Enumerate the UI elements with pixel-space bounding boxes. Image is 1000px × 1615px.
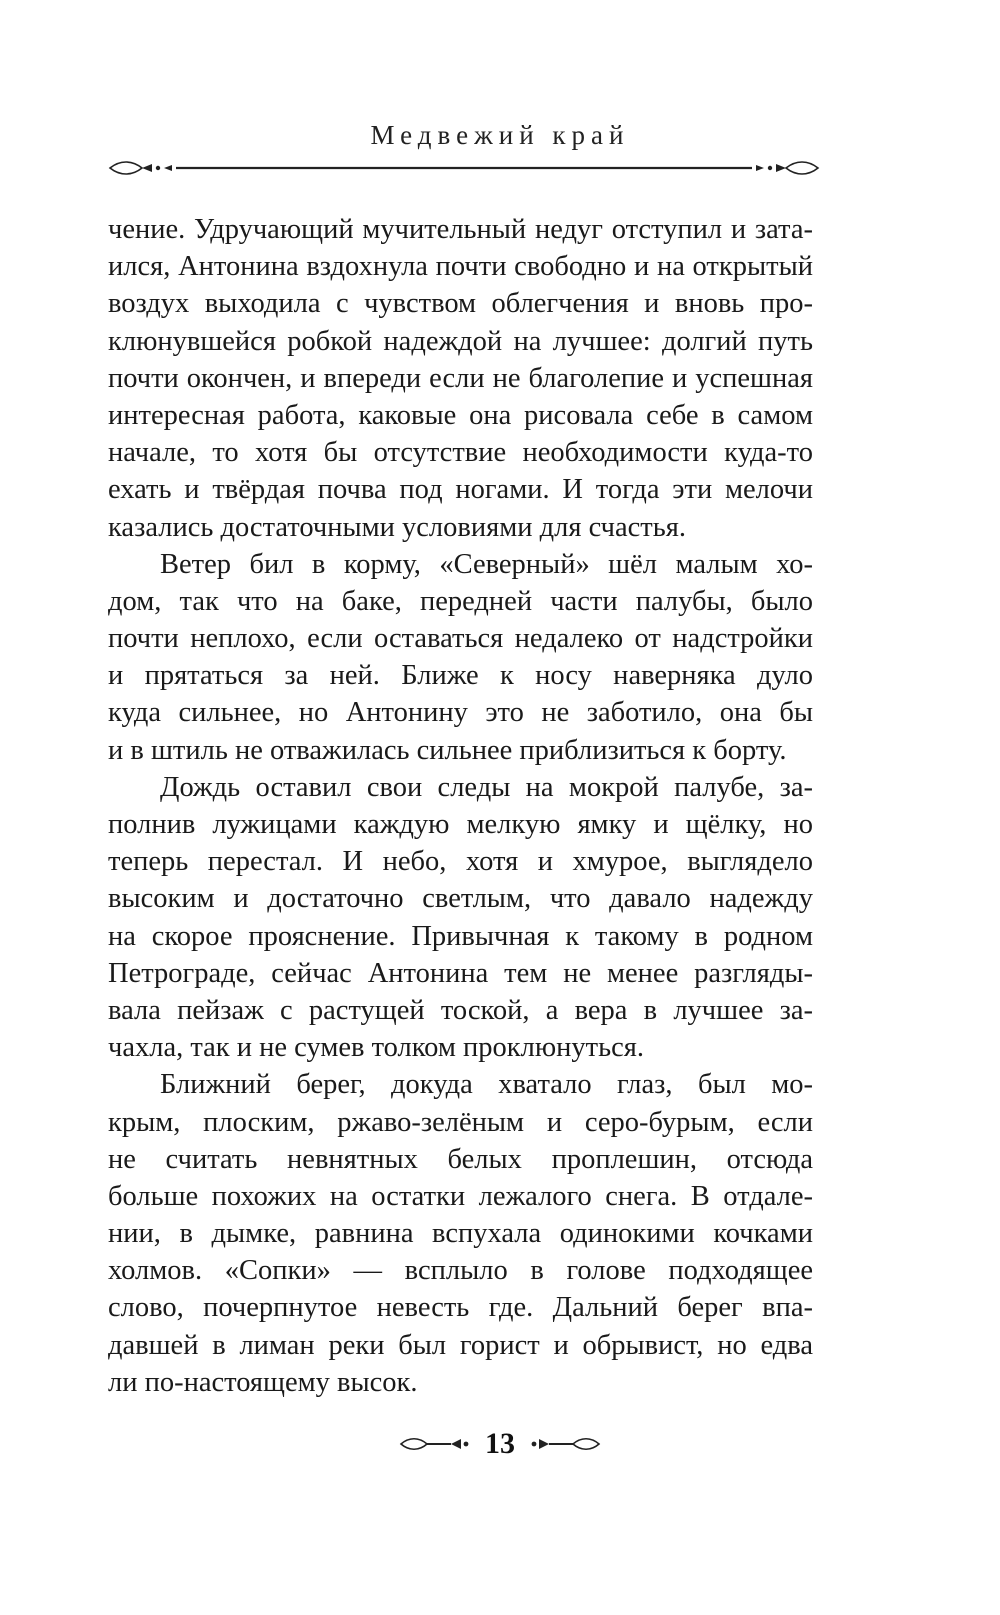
- text-line: крым, плоским, ржаво-зелёным и серо-бурым, если: [108, 1106, 813, 1138]
- text-line: холмов. «Сопки» — всплыло в голове подходящее: [108, 1255, 813, 1287]
- text-line: и прятаться за ней. Ближе к носу наверняка дуло: [108, 660, 813, 692]
- body-text: [108, 211, 813, 1401]
- left-flourish-icon: [399, 1435, 471, 1453]
- page-number: 13: [485, 1427, 515, 1460]
- text-line: не считать невнятных белых проплешин, отсюда: [108, 1143, 813, 1175]
- text-line: клюнувшейся робкой надеждой на лучшее: долгий путь: [108, 325, 813, 357]
- running-head: Медвежий край: [370, 120, 630, 150]
- text-line: больше похожих на остатки лежалого снега. В отдале-: [108, 1180, 813, 1212]
- text-line: начале, то хотя бы отсутствие необходимости куда-то: [108, 437, 813, 469]
- text-line: дом, так что на баке, передней части палубы, было: [108, 585, 813, 617]
- text-line: полнив лужицами каждую мелкую ямку и щёлку, но: [108, 809, 813, 840]
- text-line: теперь перестал. И небо, хотя и хмурое, выглядело: [108, 846, 813, 878]
- text-line: высоким и достаточно светлым, что давало надежду: [108, 883, 813, 915]
- text-line: нии, в дымке, равнина вспухала одинокими кочками: [108, 1218, 813, 1250]
- text-line: Петрограде, сейчас Антонина тем не менее разгляды-: [108, 957, 813, 989]
- text-line: Ветер бил в корму, «Северный» шёл малым хо-: [160, 548, 813, 580]
- text-line: ился, Антонина вздохнула почти свободно и на открытый: [108, 251, 813, 283]
- text-line: вала пейзаж с растущей тоской, а вера в лучшее за-: [108, 994, 813, 1026]
- text-line: воздух выходила с чувством облегчения и вновь про-: [108, 288, 813, 320]
- text-line: Ближний берег, докуда хватало глаз, был мо-: [160, 1069, 813, 1101]
- text-line: почти окончен, и впереди если не благолепие и успешная: [108, 362, 813, 394]
- text-line: на скорое прояснение. Привычная к такому в родном: [108, 920, 813, 952]
- text-line: куда сильнее, но Антонину это не заботило, она бы: [108, 697, 813, 729]
- text-line: почти неплохо, если оставаться недалеко от надстройки: [108, 623, 813, 655]
- text-line: чахла, так и не сумев толком проклюнуться.: [108, 1032, 644, 1064]
- header-ornament-rule: [108, 158, 820, 178]
- text-line: Дождь оставил свои следы на мокрой палубе, за-: [160, 771, 813, 803]
- text-line: ли по-настоящему высок.: [108, 1366, 418, 1398]
- text-line: казались достаточными условиями для счастья.: [108, 511, 686, 543]
- text-line: и в штиль не отважилась сильнее приблизиться к борту.: [108, 734, 787, 766]
- text-line: давшей в лиман реки был горист и обрывист, но едва: [108, 1329, 813, 1361]
- text-line: слово, почерпнутое невесть где. Дальний берег впа-: [108, 1292, 813, 1324]
- text-line: интересная работа, каковые она рисовала себе в самом: [108, 399, 813, 431]
- text-line: ехать и твёрдая почва под ногами. И тогда эти мелочи: [108, 474, 813, 506]
- text-line: чение. Удручающий мучительный недуг отступил и зата-: [108, 214, 813, 245]
- right-flourish-icon: [529, 1435, 601, 1453]
- page-footer: [0, 1424, 1000, 1464]
